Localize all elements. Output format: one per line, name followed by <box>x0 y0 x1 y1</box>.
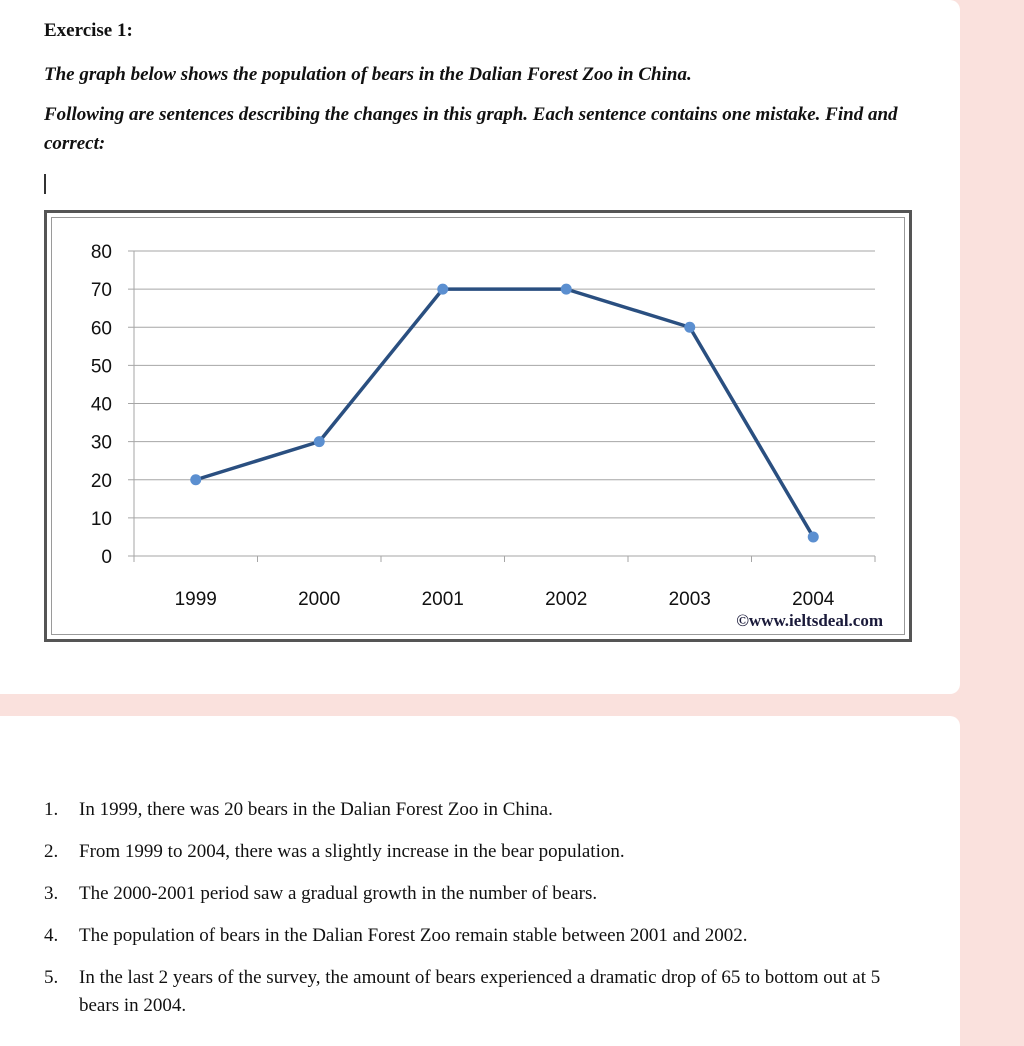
chart-copyright: ©www.ieltsdeal.com <box>736 611 883 630</box>
x-tick-label: 2000 <box>298 589 341 610</box>
y-tick-label: 70 <box>90 280 112 302</box>
sentence-item <box>44 880 924 908</box>
exercise-title: Exercise 1: <box>44 20 133 41</box>
text-cursor <box>44 174 46 194</box>
chart-frame <box>44 210 912 642</box>
y-tick-label: 20 <box>90 470 112 492</box>
x-tick-label: 2004 <box>792 589 835 610</box>
x-tick-label: 2001 <box>421 589 464 610</box>
x-tick-label: 2003 <box>668 589 711 610</box>
sentence-number: 3. <box>44 883 59 904</box>
y-tick-label: 30 <box>90 432 112 454</box>
series-line <box>196 289 814 537</box>
sentence-item <box>44 796 924 824</box>
x-tick-label: 2002 <box>545 589 588 610</box>
data-point <box>437 284 448 295</box>
sentence-list <box>44 796 924 1034</box>
data-point <box>190 474 201 485</box>
sentence-item <box>44 964 924 1020</box>
x-tick-label: 1999 <box>174 589 217 610</box>
y-tick-label: 50 <box>90 356 112 378</box>
y-tick-label: 80 <box>90 242 112 263</box>
sentence-number: 5. <box>44 967 59 988</box>
exercise-intro-line-2: Following are sentences describing the changes in this graph. Each sentence contains one mistake. Find and correct: <box>44 104 898 154</box>
sentence-text: The 2000-2001 period saw a gradual growth in the number of bears. <box>79 883 598 904</box>
y-tick-label: 60 <box>90 318 112 340</box>
line-chart <box>47 213 909 639</box>
sentence-text: In 1999, there was 20 bears in the Dalian Forest Zoo in China. <box>79 799 553 820</box>
sentence-text: In the last 2 years of the survey, the amount of bears experienced a dramatic drop of 65 to bottom out at 5 bears in 2004. <box>79 967 881 1016</box>
data-point <box>808 531 819 542</box>
sentence-number: 1. <box>44 799 59 820</box>
sentence-number: 2. <box>44 841 59 862</box>
data-point <box>684 322 695 333</box>
sentence-text: From 1999 to 2004, there was a slightly increase in the bear population. <box>79 841 625 862</box>
exercise-intro-line-1: The graph below shows the population of bears in the Dalian Forest Zoo in China. <box>44 64 692 85</box>
y-tick-label: 0 <box>101 547 112 568</box>
sentence-item <box>44 922 924 950</box>
sentence-item <box>44 838 924 866</box>
y-tick-label: 40 <box>90 394 112 416</box>
data-point <box>314 436 325 447</box>
sentence-number: 4. <box>44 925 59 946</box>
sentence-text: The population of bears in the Dalian Forest Zoo remain stable between 2001 and 2002. <box>79 925 748 946</box>
data-point <box>561 284 572 295</box>
y-tick-label: 10 <box>90 508 112 530</box>
